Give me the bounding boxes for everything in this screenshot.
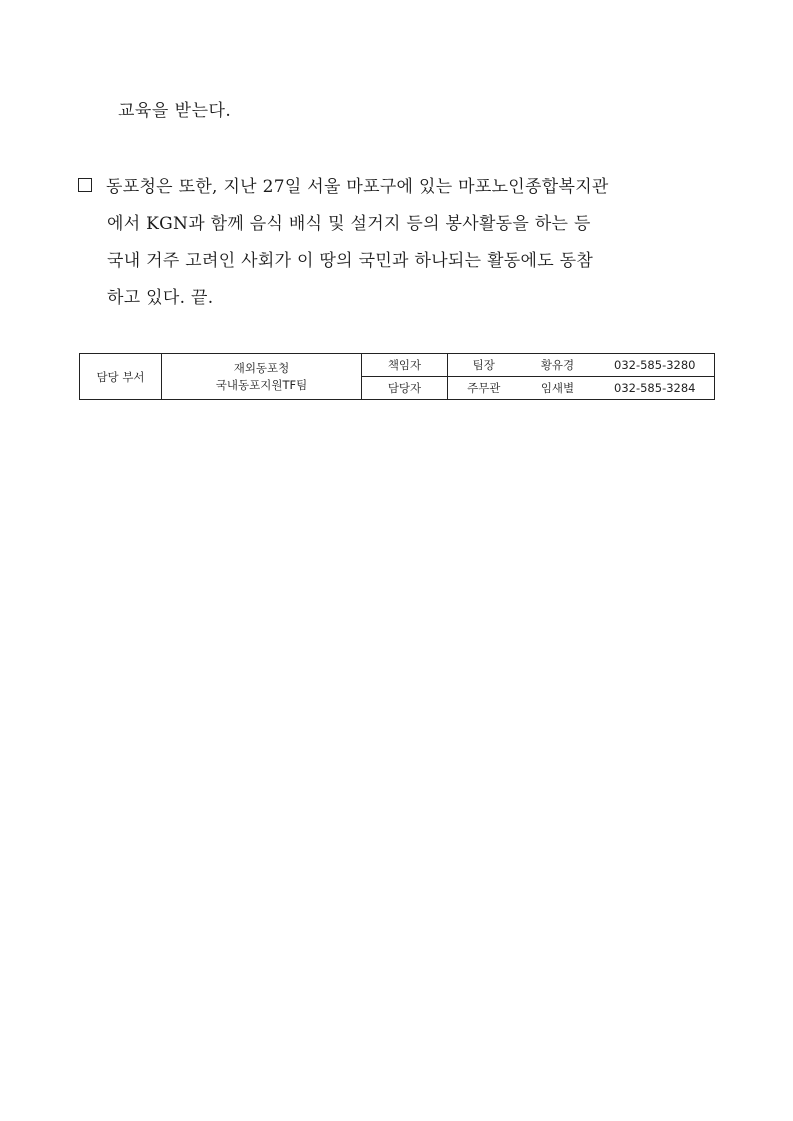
- dept-name-line1: 재외동포청: [233, 360, 290, 375]
- paragraph-text: 동포청은 또한, 지난 27일 서울 마포구에 있는 마포노인종합복지관: [106, 177, 609, 197]
- paragraph-line-3: [76, 240, 736, 277]
- role-cell: 책임자: [362, 354, 448, 377]
- paragraph-line-1: [76, 166, 736, 203]
- title-cell: 팀장: [448, 354, 520, 377]
- body-paragraph: [76, 166, 736, 314]
- table-row: [80, 354, 715, 377]
- paragraph-text: 에서 KGN과 함께 음식 배식 및 설거지 등의 봉사활동을 하는 등: [107, 214, 591, 234]
- dept-label-cell: 담당 부서: [80, 354, 162, 400]
- paragraph-text: 하고 있다. 끝.: [107, 288, 214, 308]
- contact-table: [79, 353, 715, 400]
- name-cell: 황유경: [520, 354, 596, 377]
- continuation-line: 교육을 받는다.: [118, 101, 232, 121]
- title-cell: 주무관: [448, 377, 520, 400]
- phone-cell: 032-585-3284: [596, 377, 715, 400]
- dept-name-line2: 국내동포지원TF팀: [215, 377, 308, 392]
- paragraph-line-4: [76, 277, 736, 314]
- phone-cell: 032-585-3280: [596, 354, 715, 377]
- checkbox-bullet-icon: [78, 178, 92, 192]
- role-cell: 담당자: [362, 377, 448, 400]
- dept-name-cell: [162, 354, 362, 400]
- paragraph-line-2: [76, 203, 736, 240]
- paragraph-text: 국내 거주 고려인 사회가 이 땅의 국민과 하나되는 활동에도 동참: [107, 251, 594, 271]
- name-cell: 임새별: [520, 377, 596, 400]
